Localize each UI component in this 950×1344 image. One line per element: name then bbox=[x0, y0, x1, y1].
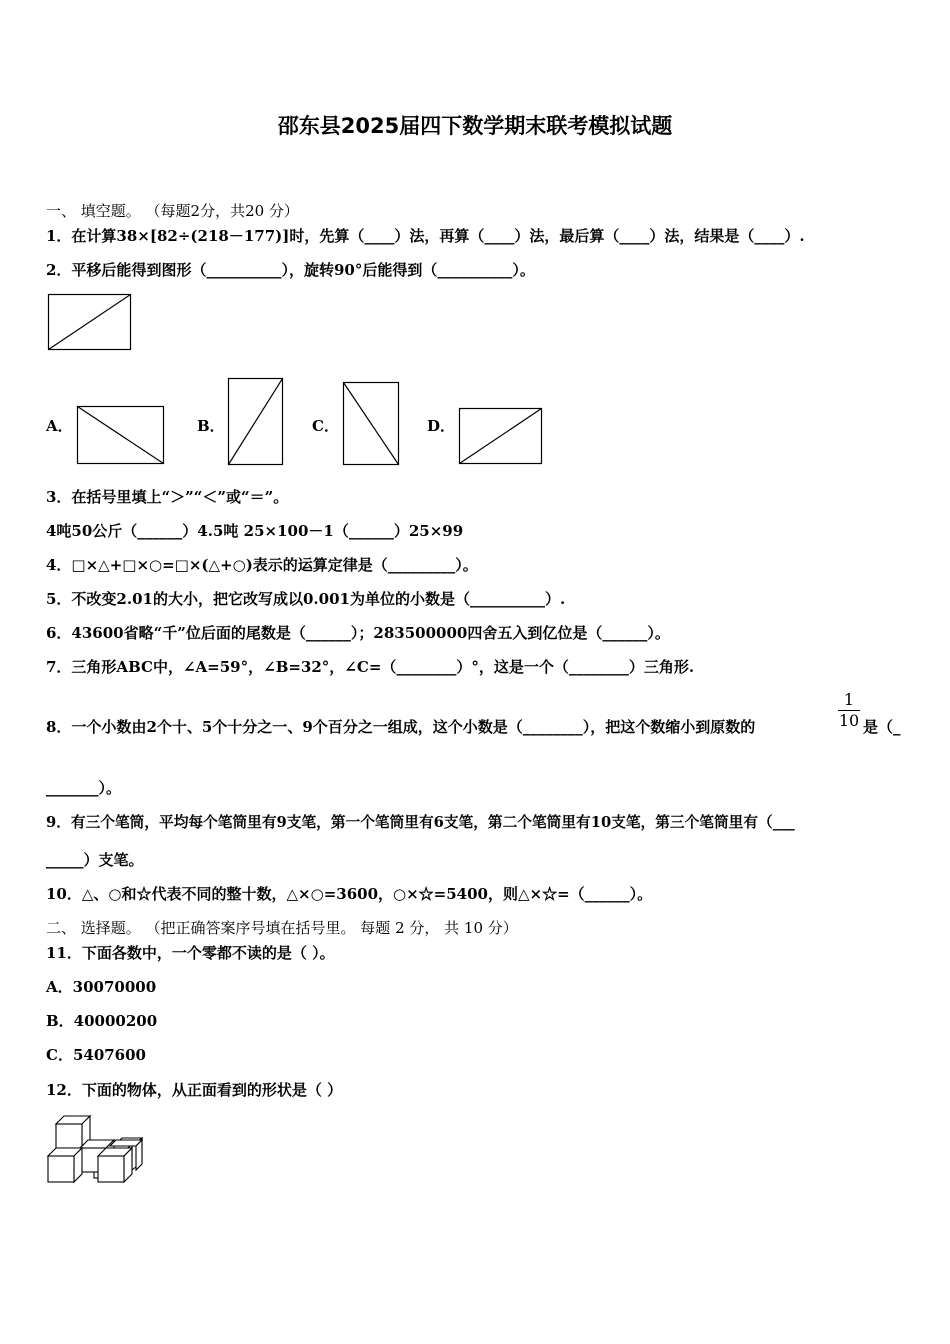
question-9-line2: _____）支笔。 bbox=[46, 851, 144, 869]
question-3: 3．在括号里填上“＞”“＜”或“＝”。 bbox=[46, 488, 289, 506]
q8-fraction bbox=[838, 691, 860, 730]
q2-option-c-label: C． bbox=[312, 417, 339, 435]
question-11: 11．下面各数中，一个零都不读的是（ ）。 bbox=[46, 944, 335, 962]
q2-option-d-figure[interactable] bbox=[458, 407, 544, 466]
q2-option-b-label: B． bbox=[197, 417, 225, 435]
question-8-tail: 是（_ bbox=[863, 718, 901, 736]
q2-option-b-figure[interactable] bbox=[227, 377, 285, 467]
question-10: 10．△、○和☆代表不同的整十数，△×○=3600，○×☆=5400，则△×☆=（______）。 bbox=[46, 885, 653, 903]
question-4: 4．□×△+□×○=□×(△+○)表示的运算定律是（_________）。 bbox=[46, 556, 478, 574]
question-8-line2: _______）。 bbox=[46, 779, 122, 797]
question-9: 9．有三个笔筒，平均每个笔筒里有9支笔，第一个笔筒里有6支笔，第二个笔筒里有10支笔，第三个笔筒里有（___ bbox=[46, 814, 795, 831]
q12-cubes-figure bbox=[44, 1110, 144, 1186]
section-1-heading: 一、 填空题。 （每题2分，共20 分） bbox=[46, 202, 299, 220]
question-8: 8．一个小数由2个十、5个十分之一、9个百分之一组成，这个小数是（________），把这个数缩小到原数的 bbox=[46, 718, 756, 736]
section-2-heading: 二、 选择题。 （把正确答案序号填在括号里。 每题 2 分， 共 10 分） bbox=[46, 919, 518, 937]
q8-fraction-denominator: 10 bbox=[838, 711, 860, 730]
question-1: 1．在计算38×[82÷(218－177)]时，先算（____）法，再算（____）法，最后算（____）法，结果是（____）. bbox=[46, 227, 805, 245]
question-3-comparisons: 4吨50公斤（______）4.5吨 25×100－1（______）25×99 bbox=[46, 522, 464, 540]
q2-original-figure bbox=[47, 293, 133, 352]
q11-option-c[interactable]: C．5407600 bbox=[46, 1046, 146, 1064]
q11-option-b[interactable]: B．40000200 bbox=[46, 1012, 158, 1030]
question-2: 2．平移后能得到图形（__________），旋转90°后能得到（__________）。 bbox=[46, 261, 535, 279]
question-6: 6．43600省略“千”位后面的尾数是（______）；283500000四舍五入到亿位是（______）。 bbox=[46, 624, 670, 642]
question-5: 5．不改变2.01的大小，把它改写成以0.001为单位的小数是（__________）. bbox=[46, 590, 566, 608]
q8-fraction-numerator: 1 bbox=[843, 690, 855, 709]
q2-option-a-label: A． bbox=[46, 417, 73, 435]
page-title: 邵东县2025届四下数学期末联考模拟试题 bbox=[277, 114, 673, 138]
question-7: 7．三角形ABC中，∠A=59°，∠B=32°，∠C=（________）°，这是一个（________）三角形. bbox=[46, 658, 695, 676]
q2-option-d-label: D． bbox=[427, 417, 456, 435]
q2-option-a-figure[interactable] bbox=[76, 405, 166, 466]
question-12: 12．下面的物体，从正面看到的形状是（ ） bbox=[46, 1081, 343, 1099]
q2-option-c-figure[interactable] bbox=[342, 381, 401, 467]
q11-option-a[interactable]: A．30070000 bbox=[46, 978, 157, 996]
